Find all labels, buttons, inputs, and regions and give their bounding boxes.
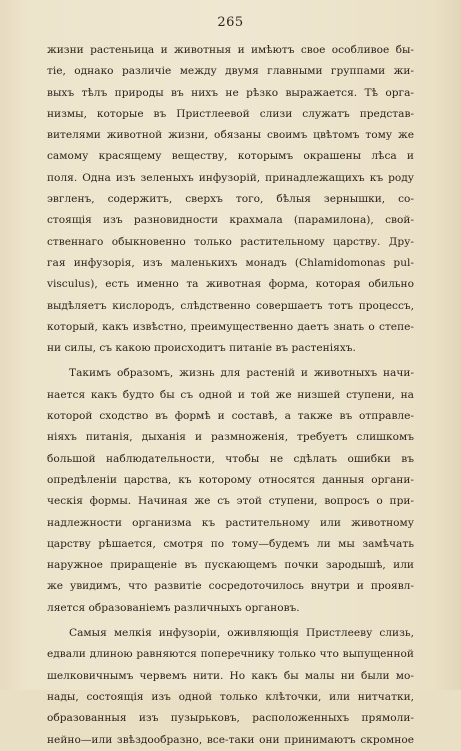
text-line: который, какъ извѣстно, преимущественно даетъ знать о степе- [47,320,414,333]
text-line: нейно—или звѣздообразно, все-таки они принимаютъ скромное [47,733,414,746]
text-line: ніяхъ питанія, дыханія и размноженія, требуетъ слишкомъ [47,431,414,444]
text-line: вителями животной жизни, обязаны своимъ цвѣтомъ тому же [47,129,414,142]
text-line: нады, состоящія изъ одной только клѣточки, или нитчатки, [47,690,414,703]
paragraph [47,40,414,359]
text-line: жизни растеньица и животныя и имѣютъ свое особливое бы- [47,44,414,56]
text-line: нается какъ будто бы съ одной и той же низшей ступени, на [47,388,414,401]
text-line: низмы, которые въ Пристлеевой слизи служатъ представ- [47,107,414,120]
text-line: царству рѣшается, смотря по тому—будемъ ли мы замѣчать [47,537,414,550]
page-number: 265 [217,15,244,30]
text-line: надлежности организма къ растительному или животному [47,516,414,529]
text-line: тіе, однако различіе между двумя главными группами жи- [47,65,414,78]
text-line: ляется образованіемъ различныхъ органовъ. [47,601,300,614]
text-line: же увидимъ, что развитіе сосредоточилось внутри и проявл- [47,580,414,593]
text-line: ственнаго обыкновенно только растительному царству. Дру- [47,235,414,248]
paragraph [47,363,414,619]
text-line: которой сходство въ формѣ и составѣ, а также въ отправле- [47,410,414,423]
text-line: Самыя мелкія инфузоріи, оживляющія Пристлееву слизь, [69,627,414,640]
text-line: шелковичнымъ червемъ нити. Но какъ бы малы ни были мо- [47,669,414,682]
text-line: выдѣляетъ кислородъ, слѣдственно совершаетъ тотъ процессъ, [47,299,414,312]
text-line: выхъ тѣлъ природы въ нихъ не рѣзко выражается. Тѣ орга- [47,86,414,99]
text-line: ни силы, съ какою происходитъ питаніе въ растеніяхъ. [47,342,356,355]
text-line: едвали длиною равняются поперечнику только что выпущенной [47,648,414,661]
text-line: стоящія изъ разновидности крахмала (парамилона), свой- [47,214,414,227]
text-line: Такимъ образомъ, жизнь для растеній и животныхъ начи- [69,367,414,380]
text-line: ческія формы. Начиная же съ этой ступени, вопросъ о при- [47,495,414,508]
text-line: большой наблюдательности, чтобы не сдѣлать ошибки въ [47,452,414,465]
text-line: самому красящему веществу, которымъ окрашены лѣса и [47,150,414,163]
text-line: эвгленъ, содержитъ, сверхъ того, бѣлыя зернышки, со- [47,193,414,206]
text-line: опредѣленіи царства, къ которому относятся данныя органи- [47,473,414,486]
text-line: образованныя изъ пузырьковъ, расположенныхъ прямоли- [47,712,414,725]
paragraph [47,623,414,751]
body-text [47,40,414,751]
text-line: наружное приращеніе въ пускающемъ почки зародышѣ, или [47,559,414,572]
text-line: гая инфузорія, изъ маленькихъ монадъ (Chlamidomonas pul- [47,256,414,269]
text-line: поля. Одна изъ зеленыхъ инфузорій, принадлежащихъ къ роду [47,171,414,184]
text-line: visculus), есть именно та животная форма, которая обильно [47,278,414,291]
